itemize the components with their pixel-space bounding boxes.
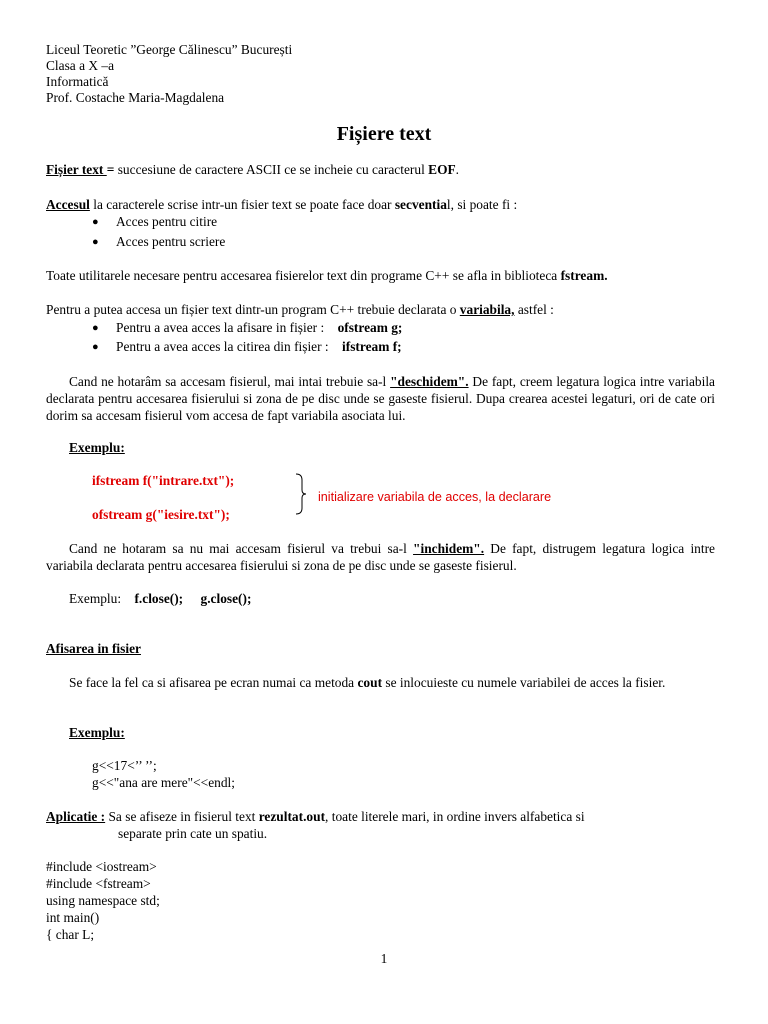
access-term: Accesul — [46, 197, 90, 212]
example2-code1: f.close(); — [134, 591, 184, 606]
variable-bullet-2-code: ifstream f; — [342, 339, 402, 354]
variable-line — [46, 302, 554, 318]
code-line: #include <fstream> — [46, 876, 151, 891]
fstream-lib: fstream. — [560, 268, 608, 283]
variable-bullet-2 — [116, 339, 402, 355]
variable-text2: astfel : — [514, 302, 554, 317]
application-text1: Sa se afiseze in fisierul text — [105, 809, 259, 824]
variable-term: variabila, — [459, 302, 515, 317]
bullet-icon: ● — [92, 322, 99, 334]
subject-name: Informatică — [46, 74, 109, 89]
definition-end: . — [455, 162, 460, 177]
close-paragraph — [46, 540, 715, 574]
definition-eq: = — [106, 162, 115, 177]
open-text2: De fapt, creem legatura logica intre variabila declarata pentru accesarea fisierului si zona de pe disc unde se gaseste fisierul. Dupa crearea acestei legaturi, ori de cate ori dorim sa accesam fisierul vom accesa de fapt variabila asociata lui. — [46, 374, 716, 423]
example2-code2: g.close(); — [200, 591, 252, 606]
variable-bullet-1-code: ofstream g; — [337, 320, 403, 335]
definition-text: succesiune de caractere ASCII ce se incheie cu caracterul — [114, 162, 429, 177]
bullet-icon: ● — [92, 216, 99, 228]
example2-line — [69, 591, 251, 607]
close-text1: Cand ne hotaram sa nu mai accesam fisierul va trebui sa-l — [69, 541, 414, 556]
code-line: #include <iostream> — [46, 859, 157, 874]
access-text1: la caracterele scrise intr-un fisier text se poate face doar — [89, 197, 395, 212]
fstream-line — [46, 268, 608, 284]
bullet-icon: ● — [92, 236, 99, 248]
example3-label: Exemplu: — [69, 725, 125, 740]
access-bullet-2: Acces pentru scriere — [116, 234, 226, 249]
close-text2: De fapt, distrugem legatura logica intre variabila declarata pentru accesarea fisierului si zona de pe disc unde se gaseste fisierul. — [46, 541, 715, 573]
open-paragraph — [46, 373, 715, 424]
open-text1: Cand ne hotarâm sa accesam fisierul, mai intai trebuie sa-l — [69, 374, 391, 389]
school-name: Liceul Teoretic ”George Călinescu” București — [46, 42, 293, 57]
example3-line2: g<<"ana are mere"<<endl; — [92, 775, 235, 790]
variable-bullet-1 — [116, 320, 402, 336]
teacher-name: Prof. Costache Maria-Magdalena — [46, 90, 225, 105]
definition-line — [46, 162, 459, 178]
close-keyword: "inchidem". — [413, 541, 485, 556]
example1-note: initializare variabila de acces, la declarare — [318, 490, 552, 504]
code-line: { char L; — [46, 927, 95, 942]
variable-bullet-2-text: Pentru a avea acces la citirea din fișier : — [116, 339, 329, 354]
page-title: Fișiere text — [336, 123, 432, 145]
access-secv: secventia — [394, 197, 447, 212]
variable-bullet-1-text: Pentru a avea acces la afisare in fișier : — [116, 320, 325, 335]
bullet-icon: ● — [92, 341, 99, 353]
output-text1: Se face la fel ca si afisarea pe ecran numai ca metoda — [69, 675, 358, 690]
page-number: 1 — [380, 951, 388, 966]
class-name: Clasa a X –a — [46, 58, 115, 73]
definition-term: Fișier text — [46, 162, 107, 177]
example3-line1: g<<17<’’ ’’; — [92, 758, 157, 773]
example1-label: Exemplu: — [69, 440, 125, 455]
access-line — [46, 197, 517, 213]
access-bullet-1: Acces pentru citire — [116, 214, 218, 229]
example1-line2: ofstream g("iesire.txt"); — [92, 507, 230, 522]
open-keyword: "deschidem". — [390, 374, 469, 389]
output-paragraph — [46, 674, 715, 691]
output-text2: se inlocuieste cu numele variabilei de acces la fisier. — [382, 675, 666, 690]
example1-line1: ifstream f("intrare.txt"); — [92, 473, 235, 488]
application-line — [46, 809, 585, 825]
application-label: Aplicatie : — [46, 809, 106, 824]
application-text2: , toate literele mari, in ordine invers alfabetica si — [325, 809, 585, 824]
code-line: using namespace std; — [46, 893, 160, 908]
eof-keyword: EOF — [428, 162, 456, 177]
code-line: int main() — [46, 910, 100, 925]
fstream-text: Toate utilitarele necesare pentru accesarea fisierelor text din programe C++ se afla in biblioteca — [46, 268, 561, 283]
cout-keyword: cout — [357, 675, 383, 690]
output-heading: Afisarea in fisier — [46, 641, 141, 656]
application-line2: separate prin cate un spatiu. — [118, 826, 268, 841]
application-file: rezultat.out — [258, 809, 326, 824]
example2-label: Exemplu: — [69, 591, 122, 606]
variable-text: Pentru a putea accesa un fișier text dintr-un program C++ trebuie declarata o — [46, 302, 460, 317]
curly-brace-icon — [294, 473, 308, 515]
access-text2: l, si poate fi : — [446, 197, 518, 212]
